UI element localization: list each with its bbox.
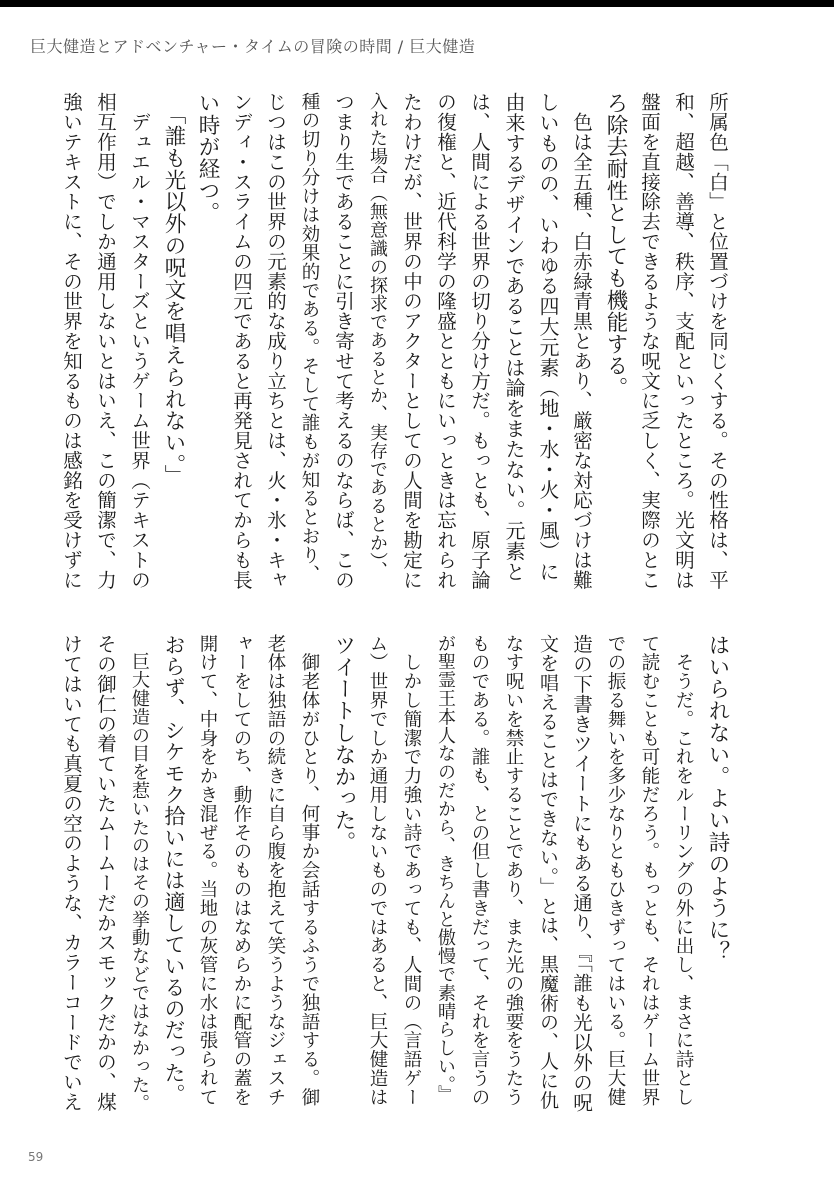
top-border-bar (0, 0, 834, 7)
text-column: はいられない。よい詩のように？ (705, 634, 730, 963)
text-column: ろ除去耐性としても機能する。 (603, 92, 628, 399)
text-column: けてはいても真夏の空のような、カラーコードでいえ (60, 634, 83, 1112)
text-column: たわけだが、世界の中のアクターとしての人間を勘定に (400, 92, 423, 590)
text-column: その御仁の着ていたムームーだかスモックだかの、煤 (94, 634, 117, 1112)
text-column: ンディ・スライムの四元であると再発見されてからも長 (230, 92, 253, 590)
text-column: て読むことも可能だろう。もっとも、それはゲーム世界 (639, 634, 660, 1107)
text-column: 「誰も光以外の呪文を唱えられない。」 (161, 92, 186, 487)
text-column: 文を唱えることはできない。」とは、黒魔術の、人に仇 (537, 634, 559, 1110)
text-column: ャーをしてのち、動作そのものはなめらかに配管の蓋を (231, 634, 252, 1107)
text-column: 入れた場合（無意識の探求であるとか、実存であるとか）、 (367, 92, 388, 580)
text-column: じつはこの世界の元素的な成り立ちとは、火・氷・キャ (264, 92, 287, 590)
text-column: そうだ。これをルーリングの外に出し、まさに詩とし (673, 634, 694, 1107)
text-column: 所属色「白」と位置づけを同じくする。その性格は、平 (706, 92, 729, 590)
text-column: おらず、シケモク拾いには適しているのだった。 (162, 634, 186, 1105)
text-column: 和、超越、善導、秩序、支配といったところ。光文明は (672, 92, 695, 590)
text-column: い時が経つ。 (195, 92, 220, 224)
text-column: の復権と、近代科学の隆盛とともにいっときは忘れられ (434, 92, 457, 590)
text-column: 開けて、中身をかき混ぜる。当地の灰管に水は張られて (197, 634, 218, 1107)
text-column: ものである。誰も、との但し書きだって、それを言うの (469, 634, 490, 1107)
text-column: 盤面を直接除去できるような呪文に乏しく、実際のとこ (638, 92, 661, 590)
text-column: が聖霊王本人なのだから、きちんと傲慢で素晴らしい。』 (435, 634, 456, 1104)
text-column: 由来するデザインであることは論をまたない。元素と (502, 92, 526, 582)
text-column: つまり生であることに引き寄せて考えるのならば、この (332, 92, 355, 590)
text-column: は、人間による世界の切り分け方だ。もっとも、原子論 (468, 92, 491, 590)
running-header: 巨大健造とアドベンチャー・タイムの冒険の時間 / 巨大健造 (30, 37, 476, 56)
text-column: 老体は独語の続きに自ら腹を抱えて笑うようなジェスチ (265, 634, 286, 1107)
text-column: デュエル・マスターズというゲーム世界（テキストの (128, 92, 151, 590)
text-column: ツイートしなかった。 (331, 634, 356, 853)
text-column: 色は全五種、白赤緑青黒とあり、厳密な対応づけは難 (570, 92, 593, 590)
bottom-text-block (54, 634, 734, 1114)
text-column: 御老体がひとり、何事か会話するふうで独語する。御 (299, 634, 320, 1107)
text-column: なす呪いを禁止することであり、また光の強要をうたう (503, 634, 524, 1107)
text-column: での振る舞いを多少なりともひきずってはいる。巨大健 (605, 634, 626, 1107)
top-text-block (54, 92, 734, 592)
text-column: 相互作用）でしか通用しないとはいえ、この簡潔で、力 (94, 92, 117, 590)
text-column: 造の下書きツイートにもある通り、『「誰も光以外の呪 (570, 634, 593, 1112)
text-column: 強いテキストに、その世界を知るものは感銘を受けずに (60, 92, 83, 590)
text-column: しかし簡潔で力強い詩であっても、人間の（言語ゲー (401, 634, 422, 1107)
text-column: しいものの、いわゆる四大元素（地・水・火・風）に (536, 92, 560, 582)
text-column: ム）世界でしか通用しないものではあると、巨大健造は (367, 634, 388, 1107)
page-number: 59 (28, 1150, 44, 1164)
text-column: 種の切り分けは効果的である。そして誰もが知るとおり、 (299, 92, 320, 584)
text-column: 巨大健造の目を惹いたのはその挙動などではなかった。 (129, 634, 150, 1113)
